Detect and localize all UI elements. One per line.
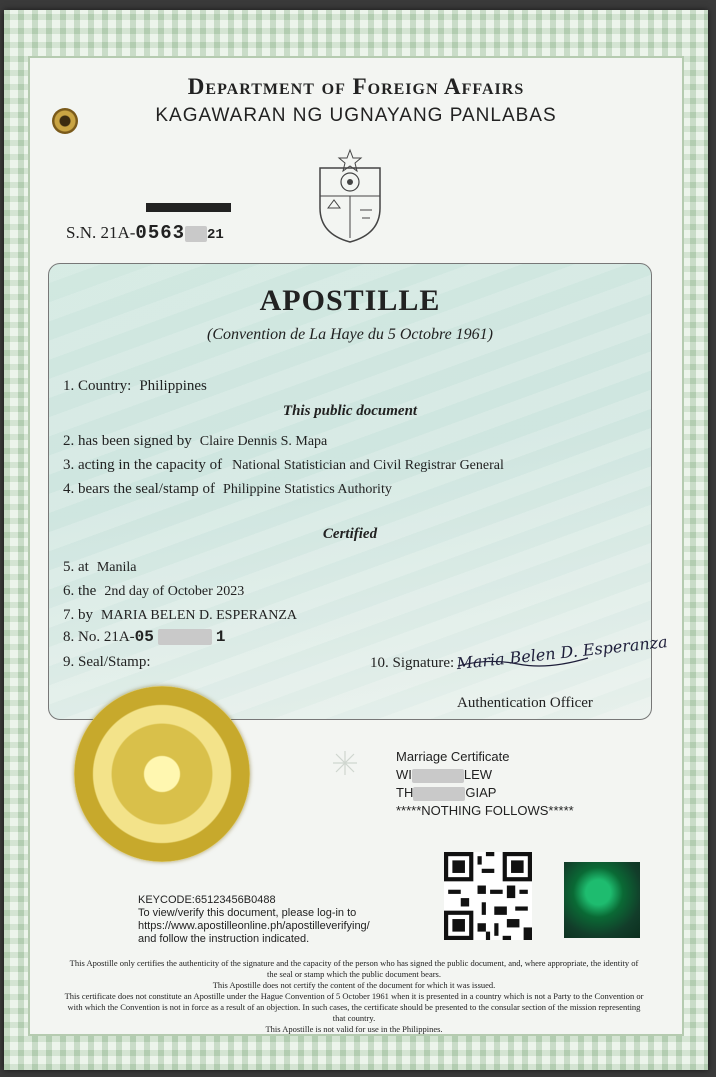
item-number	[63, 628, 225, 646]
item3-value: National Statistician and Civil Registrar General	[232, 458, 504, 473]
officer-title-text: Authentication Officer	[457, 695, 593, 711]
item-date	[63, 582, 244, 600]
item8-value-a: 05	[134, 628, 154, 646]
item5-value: Manila	[96, 560, 137, 575]
redacted-block	[413, 787, 465, 801]
item7-label: 7. by	[63, 607, 93, 623]
apostille-title: APOSTILLE	[259, 284, 441, 317]
item8-label: 8. No. 21A-	[63, 629, 135, 645]
doc-party-1-a: WI	[396, 767, 412, 782]
signature-text: Maria Belen D. Esperanza	[455, 632, 669, 674]
gold-seal	[74, 686, 250, 862]
doc-party-1-b: LEW	[463, 767, 493, 782]
item-signature	[370, 654, 454, 672]
doc-party-2-a: TH	[396, 785, 414, 800]
doc-party-1	[396, 766, 574, 784]
footer-disclaimer	[64, 958, 644, 1035]
redacted-block	[158, 629, 212, 645]
item-by	[63, 606, 297, 624]
item10-label: 10. Signature:	[370, 655, 455, 671]
item-signed-by	[63, 432, 327, 450]
verify-line-1: To view/verify this document, please log-in to	[138, 907, 357, 919]
redacted-block	[185, 226, 207, 242]
doc-party-2	[396, 784, 574, 802]
item3-label: 3. acting in the capacity of	[63, 457, 223, 473]
doc-party-2-b: GIAP	[465, 785, 497, 800]
disclaimer-2: This Apostille does not certify the content of the document for which it was issued.	[212, 980, 496, 990]
barcode-strip	[146, 203, 231, 212]
department-name-english: Department of Foreign Affairs	[187, 74, 525, 99]
item4-value: Philippine Statistics Authority	[223, 482, 392, 497]
qr-code-icon[interactable]	[444, 852, 532, 940]
item2-label: 2. has been signed by	[63, 433, 192, 449]
section-public-document: This public document	[282, 403, 418, 419]
disclaimer-4: This Apostille is not valid for use in the Philippines.	[265, 1024, 443, 1034]
disclaimer-1: This Apostille only certifies the authenticity of the signature and the capacity of the person who has signed the public document, and, where appropriate, the identity of the seal or stamp which the public document bears.	[69, 958, 639, 979]
item1-label: 1. Country:	[63, 378, 132, 394]
snowflake-watermark-icon	[332, 750, 358, 776]
apostille-subtitle: (Convention de La Haye du 5 Octobre 1961)	[206, 326, 493, 343]
signature-graphic	[454, 630, 669, 678]
serial-number	[66, 222, 224, 244]
disclaimer-3: This certificate does not constitute an Apostille under the Hague Convention of 5 October 1961 when it is presented in a country which is not a Party to the Convention or with which the Convention is not in force as a result of an objection. In such cases, the certificate should be presented to the consular section of the mission representing that country.	[64, 991, 644, 1023]
verify-line-3: and follow the instruction indicated.	[138, 933, 310, 945]
verify-url[interactable]: https://www.apostilleonline.ph/apostilleverifying/	[138, 920, 370, 932]
document-details	[396, 748, 574, 820]
item5-label: 5. at	[63, 559, 89, 575]
item-capacity	[63, 456, 504, 474]
item1-value: Philippines	[139, 378, 207, 394]
coat-of-arms-icon	[312, 148, 388, 244]
item-seal-stamp	[63, 653, 151, 671]
item-country	[63, 377, 207, 395]
officer-title	[457, 694, 593, 712]
item6-label: 6. the	[63, 583, 97, 599]
hologram-sticker	[564, 862, 640, 938]
item9-label: 9. Seal/Stamp:	[63, 654, 151, 670]
item8-value-b: 1	[215, 628, 226, 646]
serial-prefix: S.N. 21A-	[66, 223, 136, 242]
keycode: KEYCODE:65123456B0488	[138, 894, 276, 906]
item2-value: Claire Dennis S. Mapa	[199, 434, 328, 449]
item6-value: 2nd day of October 2023	[104, 584, 245, 599]
department-name-tagalog: KAGAWARAN NG UGNAYANG PANLABAS	[155, 105, 557, 126]
item-seal-of	[63, 480, 392, 498]
apostille-panel	[48, 263, 669, 720]
serial-suffix: 21	[207, 227, 224, 243]
item-at	[63, 558, 136, 576]
item4-label: 4. bears the seal/stamp of	[63, 481, 216, 497]
redacted-block	[412, 769, 464, 783]
item7-value: MARIA BELEN D. ESPERANZA	[101, 608, 298, 623]
apostille-certificate	[4, 10, 708, 1070]
serial-value: 0563	[135, 222, 186, 244]
doc-type: Marriage Certificate	[396, 749, 510, 764]
doc-nothing-follows: *****NOTHING FOLLOWS*****	[396, 803, 574, 818]
verification-info	[138, 894, 370, 946]
section-certified: Certified	[322, 526, 378, 542]
